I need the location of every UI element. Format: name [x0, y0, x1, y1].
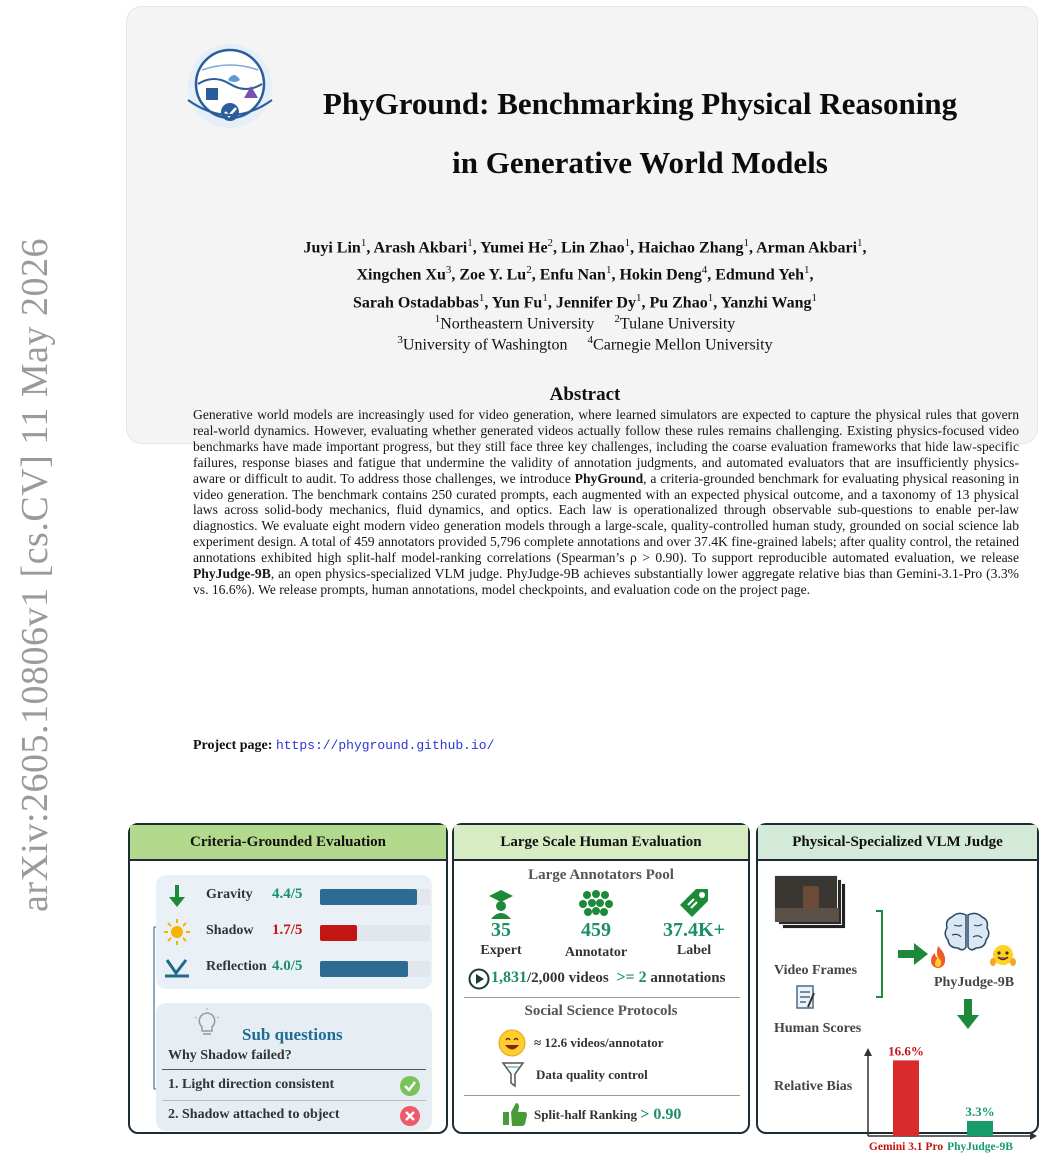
down-arrow-icon	[166, 883, 188, 909]
affiliation-1: Northeastern University	[440, 315, 595, 333]
bar-value-label: 16.6%	[888, 1043, 924, 1059]
panel1-title: Criteria-Grounded Evaluation	[130, 825, 446, 861]
divider	[162, 1069, 426, 1070]
panel2-title: Large Scale Human Evaluation	[454, 825, 748, 861]
protocols-title: Social Science Protocols	[524, 1003, 678, 1019]
metric-bar-track	[320, 889, 430, 905]
stat-annotator-label: Annotator	[564, 945, 628, 960]
author-affiliation-mark: 1	[467, 237, 473, 249]
human-scores-label: Human Scores	[774, 1021, 862, 1036]
metric-row-shadow	[156, 917, 432, 947]
video-frame-image	[774, 875, 838, 921]
metric-bar-fill	[320, 961, 408, 977]
sub-question: Why Shadow failed?	[168, 1048, 292, 1063]
split-half-line	[534, 1106, 681, 1124]
videos-line	[491, 969, 725, 987]
metric-bar-track	[320, 961, 430, 977]
split-half-value: > 0.90	[640, 1106, 682, 1123]
author-affiliation-mark: 1	[743, 237, 749, 249]
author-affiliation-mark: 1	[360, 237, 367, 249]
play-icon	[468, 968, 490, 990]
author-name: Arash Akbari	[373, 239, 468, 257]
author-name: Sarah Ostadabbas	[353, 293, 479, 311]
crowd-icon	[578, 889, 614, 919]
videos-count: 1,831	[491, 969, 527, 986]
videos-total: /2,000 videos	[527, 970, 609, 986]
check-icon	[400, 1076, 420, 1096]
sub-questions-box	[156, 1003, 432, 1131]
project-page-label: Project page:	[193, 738, 273, 753]
paper-title-line2: in Generative World Models	[452, 145, 828, 180]
abstract-bold-phyground: PhyGround	[574, 470, 644, 486]
metric-name: Shadow	[206, 923, 254, 938]
down-arrow-icon	[957, 999, 979, 1029]
split-half-label: Split-half Ranking	[534, 1107, 637, 1122]
divider	[464, 997, 740, 998]
quality-control-text: Data quality control	[536, 1067, 648, 1082]
metric-score: 4.4/5	[272, 886, 303, 902]
metric-box	[156, 875, 432, 989]
metric-score: 1.7/5	[272, 922, 303, 938]
stat-expert-label: Expert	[480, 943, 522, 958]
author-name: Pu Zhao	[649, 293, 708, 311]
metric-row-reflection	[156, 953, 432, 983]
sub-item-1: 1. Light direction consistent	[168, 1077, 335, 1092]
author-name: Hokin Deng	[619, 266, 702, 284]
abstract-part3: , an open physics-specialized VLM judge. PhyJudge-9B achieves substantially lower aggregate relative bias than Gemini-3.1-Pro (3.3% vs. 16.6%). We release prompts, human annotations, model checkpoints, and evaluation code on the project page.	[193, 566, 1019, 597]
relative-bias-label: Relative Bias	[774, 1079, 853, 1094]
abstract-bold-phyjudge: PhyJudge-9B	[193, 566, 271, 582]
tag-icon	[680, 887, 710, 919]
table-shape	[775, 908, 839, 922]
author-name: Yumei He	[480, 239, 548, 257]
author-affiliation-mark: 1	[478, 291, 485, 304]
metric-row-gravity	[156, 881, 432, 911]
author-affiliation-mark: 1	[605, 264, 612, 277]
judge-name: PhyJudge-9B	[934, 975, 1015, 990]
arxiv-side-identifier	[0, 0, 70, 1141]
metric-score: 4.0/5	[272, 958, 303, 974]
author-affiliation-mark: 3	[445, 264, 452, 277]
pool-title: Large Annotators Pool	[528, 867, 674, 883]
author-affiliation-mark: 1	[624, 237, 631, 249]
author-list: Juyi Lin$^1$, Arash Akbari$^1$, Yumei He$^2$, Lin Zhao$^1$, Haichao Zhang$^1$, Arman Akbari$^1$, Xingchen Xu$^3$, Zoe Y. Lu$^2$, Enfu Nan$^1$, Hokin Deng$^4$, Edmund Yeh$^1$, Sarah Ostadabbas$^1$, Yun Fu$^1$, Jennifer Dy$^1$, Pu Zhao$^1$, Yanzhi Wang$^1$	[303, 237, 867, 311]
reflection-icon	[164, 957, 190, 979]
relative-bias-chart	[858, 1044, 1038, 1159]
paper-title-line1: PhyGround: Benchmarking Physical Reasoning	[322, 86, 958, 121]
author-affiliation-mark: 1	[857, 237, 863, 249]
metric-bar-track	[320, 925, 430, 941]
filter-icon	[502, 1061, 524, 1089]
author-name: Edmund Yeh	[715, 266, 804, 284]
panel-human-evaluation	[452, 823, 750, 1134]
metric-name: Gravity	[206, 887, 253, 902]
author-affiliation-mark: 1	[803, 264, 810, 277]
author-name: Lin Zhao	[561, 239, 625, 257]
author-affiliation-mark: 2	[526, 264, 532, 277]
video-frames-label: Video Frames	[774, 963, 858, 978]
cup-shape	[803, 886, 819, 908]
divider	[464, 1095, 740, 1096]
author-affiliation-mark: 1	[811, 291, 817, 304]
bar-1	[967, 1121, 993, 1136]
abstract-part1: Generative world models are increasingly used for video generation, where learned simulators are expected to capture the physical rules that govern real-world dynamics. However, evaluating whether generated videos actually follow these rules remains challenging. Existing physics-focused video benchmarks have made important progress, but they still face three key challenges, including the coarse evaluation frameworks that hide law-specific failures, response biases and fatigue that undermine the validity of annotation judgments, and automated evaluators that are insufficiently physics-aware or difficult to audit. To address those challenges, we introduce	[193, 407, 1019, 486]
y-axis-arrow	[864, 1048, 872, 1056]
x-axis-arrow	[1030, 1132, 1037, 1140]
metric-name: Reflection	[206, 959, 267, 974]
bar-category-label: Gemini 3.1 Pro	[868, 1141, 944, 1153]
brain-icon	[944, 911, 990, 955]
stat-label-label: Label	[676, 943, 712, 958]
author-name: Yanzhi Wang	[720, 293, 812, 311]
thumbs-up-icon	[502, 1101, 528, 1127]
panel-criteria-grounded	[128, 823, 448, 1134]
smiley-icon	[498, 1029, 526, 1057]
abstract-body	[193, 407, 1019, 598]
author-affiliation-mark: 4	[701, 264, 708, 277]
sub-questions-title: Sub questions	[242, 1025, 343, 1044]
cross-icon	[400, 1106, 420, 1126]
hugging-face-icon	[990, 943, 1016, 967]
panel3-title: Physical-Specialized VLM Judge	[758, 825, 1037, 861]
project-page	[193, 738, 494, 754]
author-name: Zoe Y. Lu	[459, 266, 527, 284]
author-name: Arman Akbari	[756, 239, 858, 257]
metric-bar-fill	[320, 925, 357, 941]
right-arrow-icon	[898, 943, 928, 965]
bar-0	[893, 1060, 919, 1136]
arxiv-identifier-text: arXiv:2605.10806v1 [cs.CV] 11 May 2026	[14, 237, 56, 913]
author-name: Yun Fu	[491, 293, 543, 311]
notes-icon	[796, 985, 818, 1011]
author-affiliation-mark: 1	[707, 291, 714, 304]
videos-suffix: annotations	[650, 970, 726, 986]
abstract-part2: , a criteria-grounded benchmark for evaluating physical reasoning in video generation. The benchmark contains 250 curated prompts, each augmented with an expected physical outcome, and a taxonomy of 13 physical laws across solid-body mechanics, fluid dynamics, and optics. Each law is operationalized through observable sub-questions to enable per-law diagnostics. We evaluate eight modern video generation models through a large-scale, quality-controlled human study, grounded on social science lab experiment design. A total of 459 annotators provided 5,796 complete annotations and over 37.4K fine-grained labels; after quality control, the retained annotations exhibited high split-half model-ranking correlations (Spearman’s ρ > 0.90). To support reproducible automated evaluation, we release	[193, 470, 1019, 566]
stat-annotator-count: 459	[581, 919, 611, 941]
bar-category-label: PhyJudge-9B	[947, 1141, 1013, 1153]
bar-value-label: 3.3%	[965, 1103, 995, 1119]
project-page-link[interactable]: https://phyground.github.io/	[275, 738, 495, 753]
author-name: Haichao Zhang	[638, 239, 744, 257]
abstract-heading: Abstract	[549, 384, 621, 405]
videos-operator: >= 2	[616, 969, 647, 986]
stat-expert-count: 35	[491, 919, 511, 941]
author-name: Jennifer Dy	[555, 293, 636, 311]
affiliations-line2: $^3$University of Washington $^4$Carnegie Mellon University	[397, 334, 773, 354]
author-name: Juyi Lin	[303, 239, 361, 257]
affiliation-3: University of Washington	[402, 336, 568, 354]
bracket-shape	[874, 909, 888, 999]
divider	[162, 1100, 426, 1101]
affiliations-line1: $^1$Northeastern University $^2$Tulane University	[434, 313, 736, 333]
metric-bar-fill	[320, 889, 417, 905]
author-affiliation-mark: 1	[542, 291, 548, 304]
lightbulb-icon	[190, 1007, 224, 1041]
author-name: Enfu Nan	[539, 266, 606, 284]
author-affiliation-mark: 2	[547, 237, 554, 249]
panel-vlm-judge	[756, 823, 1039, 1153]
sun-icon	[164, 919, 190, 945]
graduate-icon	[488, 889, 514, 919]
per-annotator-text: ≈ 12.6 videos/annotator	[534, 1035, 664, 1050]
sub-item-2: 2. Shadow attached to object	[168, 1107, 340, 1122]
affiliation-2: Tulane University	[619, 315, 736, 333]
affiliation-4: Carnegie Mellon University	[593, 336, 773, 354]
author-name: Xingchen Xu	[356, 266, 446, 284]
author-affiliation-mark: 1	[635, 291, 642, 304]
stat-label-count: 37.4K+	[663, 919, 725, 941]
